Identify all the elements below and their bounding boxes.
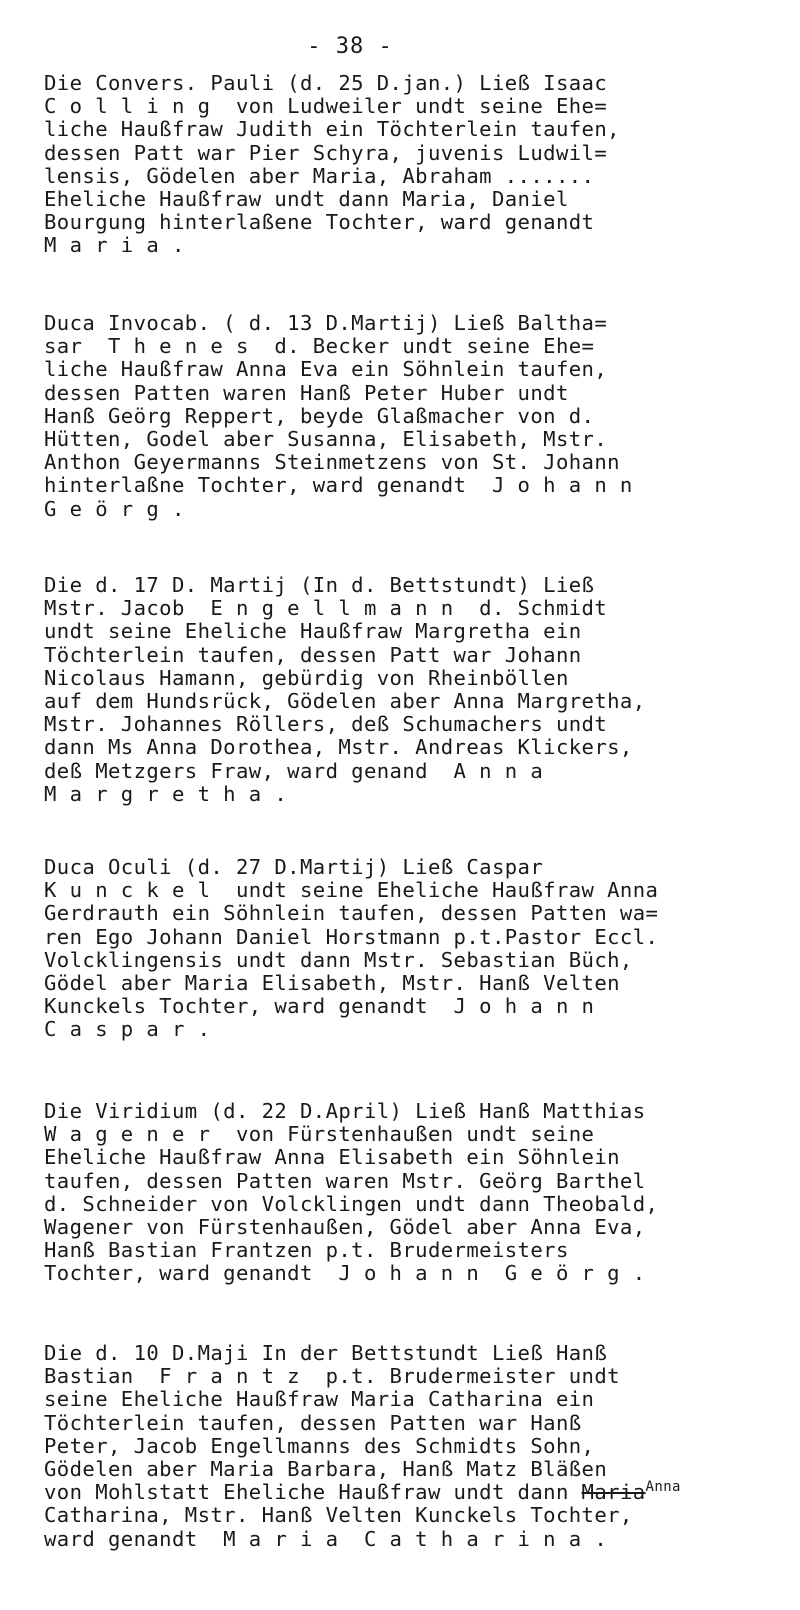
- entry-line: Töchterlein taufen, dessen Patten war Hanß: [44, 1410, 582, 1435]
- entry-line: Hanß Bastian Frantzen p.t. Brudermeisters: [44, 1238, 569, 1263]
- entry-4: [44, 856, 774, 1042]
- entry-line: dessen Patt war Pier Schyra, juvenis Ludwil=: [44, 140, 608, 165]
- entry-line: deß Metzgers Fraw, ward genand A n n a: [44, 758, 544, 783]
- entry-line: Gödel aber Maria Elisabeth, Mstr. Hanß Velten: [44, 970, 620, 995]
- entry-line: Volcklingensis undt dann Mstr. Sebastian Büch,: [44, 947, 633, 972]
- entry-line-with-correction: [44, 1481, 774, 1504]
- entry-line: Bourgung hinterlaßene Tochter, ward genandt: [44, 210, 595, 235]
- entry-line: M a r i a .: [44, 233, 185, 258]
- entry-line: Eheliche Haußfraw Anna Elisabeth ein Söhnlein: [44, 1145, 620, 1170]
- entry-line: Catharina, Mstr. Hanß Velten Kunckels Tochter,: [44, 1503, 633, 1528]
- entry-line: Hütten, Godel aber Susanna, Elisabeth, Mstr.: [44, 426, 608, 451]
- entry-line: Die d. 10 D.Maji In der Bettstundt Ließ Hanß: [44, 1341, 608, 1365]
- entry-line: G e ö r g .: [44, 496, 185, 521]
- entry-line: M a r g r e t h a .: [44, 781, 288, 806]
- entry-2: [44, 312, 774, 521]
- entry-line: Die Convers. Pauli (d. 25 D.jan.) Ließ Isaac: [44, 71, 608, 95]
- entry-line: Bastian F r a n t z p.t. Brudermeister undt: [44, 1364, 620, 1389]
- entry-line: seine Eheliche Haußfraw Maria Catharina ein: [44, 1387, 595, 1412]
- entry-line: hinterlaßne Tochter, ward genandt J o h a n n: [44, 473, 633, 498]
- entry-line: Nicolaus Hamann, gebürdig von Rheinböllen: [44, 665, 569, 690]
- entry-line: auf dem Hundsrück, Gödelen aber Anna Margretha,: [44, 688, 646, 713]
- entry-line: dann Ms Anna Dorothea, Mstr. Andreas Klickers,: [44, 735, 633, 760]
- inserted-word: Anna: [645, 1479, 681, 1496]
- entry-1: [44, 72, 774, 258]
- entry-line: C a s p a r .: [44, 1017, 211, 1042]
- entry-line: Mstr. Jacob E n g e l l m a n n d. Schmidt: [44, 596, 608, 621]
- entry-line: Wagener von Fürstenhaußen, Gödel aber Anna Eva,: [44, 1214, 646, 1239]
- entry-6: [44, 1342, 774, 1551]
- entry-line: liche Haußfraw Anna Eva ein Söhnlein taufen,: [44, 357, 608, 382]
- entry-line: Duca Invocab. ( d. 13 D.Martij) Ließ Baltha=: [44, 311, 608, 335]
- entry-line: liche Haußfraw Judith ein Töchterlein taufen,: [44, 117, 620, 142]
- entry-line: Eheliche Haußfraw undt dann Maria, Daniel: [44, 186, 569, 211]
- entry-line: Die d. 17 D. Martij (In d. Bettstundt) Ließ: [44, 573, 595, 597]
- entry-line: taufen, dessen Patten waren Mstr. Geörg Barthel: [44, 1168, 646, 1193]
- entry-line: undt seine Eheliche Haußfraw Margretha ein: [44, 619, 582, 644]
- entry-line: Mstr. Johannes Röllers, deß Schumachers undt: [44, 712, 608, 737]
- entry-line: Die Viridium (d. 22 D.April) Ließ Hanß Matthias: [44, 1099, 646, 1123]
- page-number: - 38 -: [307, 34, 393, 59]
- entry-line: W a g e n e r von Fürstenhaußen undt seine: [44, 1122, 595, 1147]
- entry-line: Peter, Jacob Engellmanns des Schmidts Sohn,: [44, 1433, 595, 1458]
- entry-line: Kunckels Tochter, ward genandt J o h a n n: [44, 994, 595, 1019]
- entry-line: von Mohlstatt Eheliche Haußfraw undt dann: [44, 1480, 582, 1505]
- entry-5: [44, 1100, 774, 1286]
- entry-line: dessen Patten waren Hanß Peter Huber undt: [44, 380, 569, 405]
- entry-line: K u n c k e l undt seine Eheliche Haußfraw Anna: [44, 878, 659, 903]
- entry-line: lensis, Gödelen aber Maria, Abraham .......: [44, 163, 595, 188]
- entry-line: Hanß Geörg Reppert, beyde Glaßmacher von d.: [44, 403, 595, 428]
- entry-3: [44, 574, 774, 806]
- entry-line: ward genandt M a r i a C a t h a r i n a .: [44, 1526, 608, 1551]
- entry-line: sar T h e n e s d. Becker undt seine Ehe=: [44, 334, 595, 359]
- entry-line: Töchterlein taufen, dessen Patt war Johann: [44, 642, 582, 667]
- struck-word: Maria: [581, 1480, 646, 1505]
- entry-line: Tochter, ward genandt J o h a n n G e ö r g .: [44, 1261, 646, 1286]
- entry-line: Anthon Geyermanns Steinmetzens von St. Johann: [44, 450, 620, 475]
- entry-line: Gödelen aber Maria Barbara, Hanß Matz Bläßen: [44, 1456, 608, 1481]
- entry-line: Duca Oculi (d. 27 D.Martij) Ließ Caspar: [44, 855, 544, 879]
- entry-line: ren Ego Johann Daniel Horstmann p.t.Pastor Eccl.: [44, 924, 659, 949]
- entry-line: C o l l i n g von Ludweiler undt seine Ehe=: [44, 94, 608, 119]
- entry-line: Gerdrauth ein Söhnlein taufen, dessen Patten wa=: [44, 901, 659, 926]
- entry-line: d. Schneider von Volcklingen undt dann Theobald,: [44, 1191, 659, 1216]
